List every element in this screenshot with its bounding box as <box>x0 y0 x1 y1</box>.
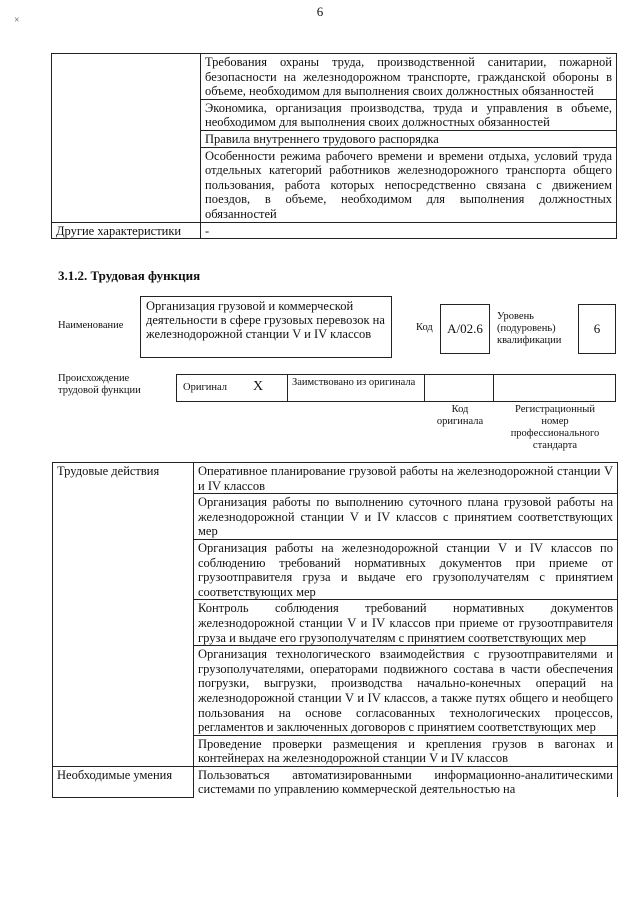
table-cell-text: - <box>201 222 617 239</box>
level-value-box: 6 <box>578 304 616 354</box>
table-row <box>53 463 618 494</box>
origin-label: Происхождение трудовой функции <box>58 373 141 396</box>
section-heading: 3.1.2. Трудовая функция <box>58 268 201 283</box>
list-item: Пользоваться автоматизированными информационно-аналитическими системами по управлению коммерческой деятельностью на <box>194 766 618 797</box>
table-cell-text: Правила внутреннего трудового распорядка <box>201 130 617 147</box>
reg-number-caption: Регистрационный номер профессионального стандарта <box>510 404 600 451</box>
list-item: Организация работы по выполнению суточного плана грузовой работы на железнодорожной станции V и IV классов с принятием соответствующих мер <box>194 494 618 540</box>
table-cell-label <box>52 54 201 223</box>
table-row <box>53 766 618 797</box>
original-code-cell <box>424 374 494 402</box>
level-label: Уровень (подуровень) квалификации <box>497 311 562 346</box>
original-cell <box>176 374 288 402</box>
list-item: Проведение проверки размещения и крепления грузов в вагонах и контейнерах на железнодорожной станции V и IV классов <box>194 735 618 766</box>
list-item: Контроль соблюдения требований нормативных документов железнодорожной станции V и IV классов при приеме от грузоотправителя груза и выдаче его грузополучателям с принятием соответствующих мер <box>194 600 618 646</box>
table-cell-text: Особенности режима рабочего времени и времени отдыха, условий труда отдельных категорий работников железнодорожного транспорта общего пользования, работа которых непосредственно связана с движением поездов, в объеме, необходимом для выполнения должностных обязанностей <box>201 147 617 222</box>
list-item: Организация технологического взаимодействия с грузоотправителями и грузополучателями, операторами подвижного состава в части обеспечения погрузки, выгрузки, производства начально-конечных операций на железнодорожной станции V и IV классов, а также путях общего и необщего пользования на основе согласованных технологических процессов, регламентов и заключенных договоров с принятием соответствующих мер <box>194 646 618 736</box>
original-code-caption: Код оригинала <box>436 404 484 427</box>
original-label: Оригинал <box>183 382 227 393</box>
borrowed-cell: Заимствовано из оригинала <box>287 374 425 402</box>
list-item: Организация работы на железнодорожной станции V и IV классов по соблюдению требований нормативных документов при приеме от грузоотправителя груза и выдаче его грузополучателям с принятием соответствующих мер <box>194 539 618 599</box>
corner-mark: × <box>14 15 20 26</box>
table-row <box>52 222 617 239</box>
labor-actions-table <box>52 462 618 798</box>
code-label: Код <box>416 322 433 333</box>
other-characteristics-label: Другие характеристики <box>52 222 201 239</box>
name-label: Наименование <box>58 320 124 331</box>
function-name-box: Организация грузовой и коммерческой деятельности в сфере грузовых перевозок на железнодорожной станции V и IV классов <box>140 296 392 358</box>
labor-actions-label: Трудовые действия <box>53 463 194 767</box>
page-number: 6 <box>316 4 324 19</box>
table-cell-text: Экономика, организация производства, труда и управления в объеме, необходимом для выполнения своих должностных обязанностей <box>201 99 617 130</box>
list-item: Оперативное планирование грузовой работы на железнодорожной станции V и IV классов <box>194 463 618 494</box>
function-code-box: А/02.6 <box>440 304 490 354</box>
table-row <box>52 54 617 100</box>
knowledge-table <box>51 53 617 239</box>
required-skills-label: Необходимые умения <box>53 766 194 797</box>
table-cell-text: Требования охраны труда, производственной санитарии, пожарной безопасности на железнодорожном транспорте, гражданской обороны в объеме, необходимом для выполнения своих должностных обязанностей <box>201 54 617 100</box>
original-mark: X <box>253 379 264 394</box>
reg-number-cell <box>493 374 616 402</box>
